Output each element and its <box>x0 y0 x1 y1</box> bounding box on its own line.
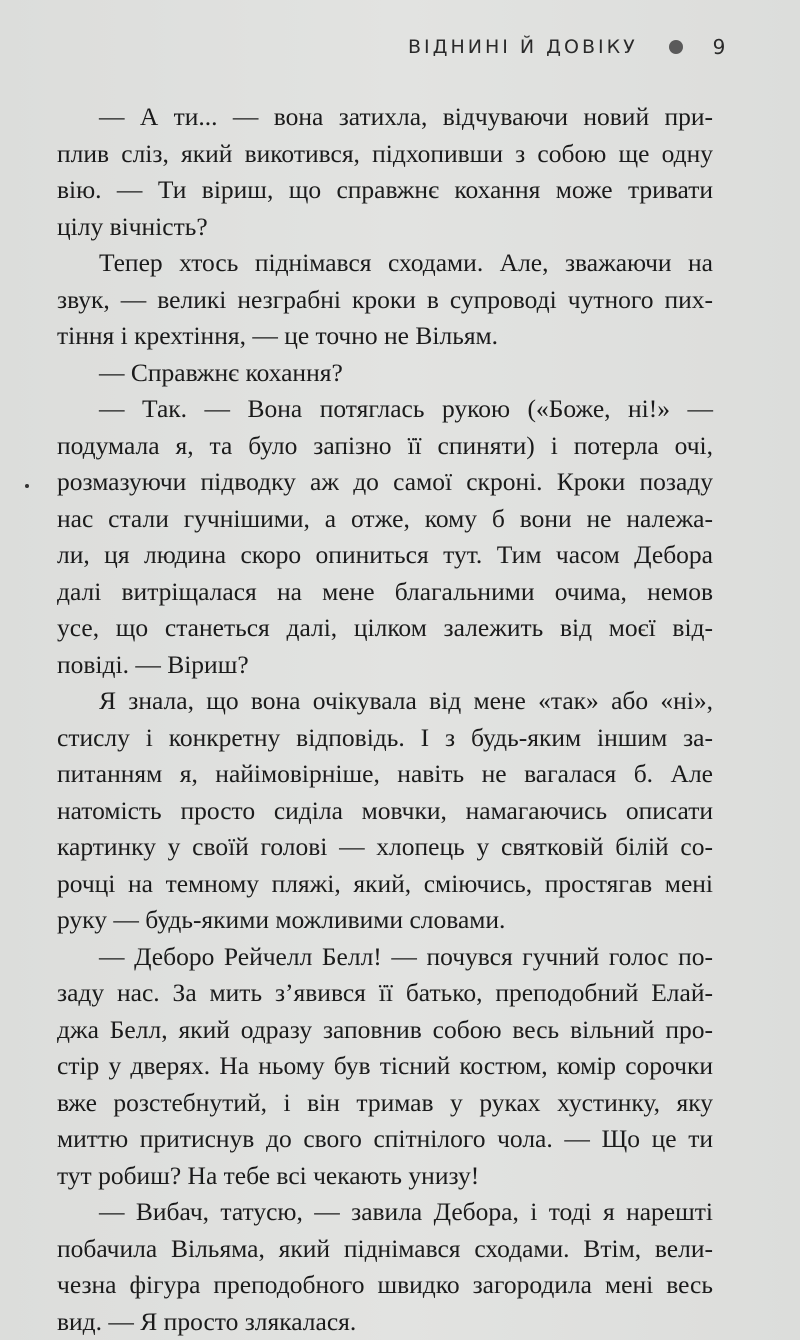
text-line: подумала я, та було запізно її спиняти) і потерла очі, <box>57 428 713 465</box>
text-line: далі витріщалася на мене благальними очима, немов <box>57 574 713 611</box>
text-line: натомість просто сиділа мовчки, намагаючись описати <box>57 793 713 830</box>
text-line: — Деборо Рейчелл Белл! — почувся гучний голос по- <box>57 939 713 976</box>
text-line: вже розстебнутий, і він тримав у руках хустинку, яку <box>57 1085 713 1122</box>
text-line: чезна фігура преподобного швидко загородила мені весь <box>57 1267 713 1304</box>
text-line: питанням я, найімовірніше, навіть не вагалася б. Але <box>57 756 713 793</box>
text-line: джа Белл, який одразу заповнив собою весь вільний про- <box>57 1012 713 1049</box>
text-line: цілу вічність? <box>57 209 713 246</box>
running-head <box>408 32 725 62</box>
text-line: побачила Вільяма, який піднімався сходами. Втім, вели- <box>57 1231 713 1268</box>
text-line: ли, ця людина скоро опиниться тут. Тим часом Дебора <box>57 537 713 574</box>
text-line: звук, — великі незграбні кроки в супроводі чутного пих- <box>57 282 713 319</box>
text-line: нас стали гучнішими, а отже, кому б вони не належа- <box>57 501 713 538</box>
text-line: розмазуючи підводку аж до самої скроні. Кроки позаду <box>57 464 713 501</box>
text-line: вію. — Ти віриш, що справжнє кохання може тривати <box>57 172 713 209</box>
body-text <box>57 99 713 1340</box>
bullet-dot-icon <box>669 40 683 54</box>
text-line: вид. — Я просто злякалася. <box>57 1304 713 1340</box>
text-line: стір у дверях. На ньому був тісний костюм, комір сорочки <box>57 1048 713 1085</box>
text-line: тіння і крехтіння, — це точно не Вільям. <box>57 318 713 355</box>
running-title: ВІДНИНІ Й ДОВІКУ <box>408 36 638 58</box>
text-line: повіді. — Віриш? <box>57 647 713 684</box>
text-line: — Справжнє кохання? <box>57 355 713 392</box>
text-line: рочці на темному пляжі, який, сміючись, простягав мені <box>57 866 713 903</box>
text-line: Я знала, що вона очікувала від мене «так» або «ні», <box>57 683 713 720</box>
text-line: — А ти... — вона затихла, відчуваючи новий при- <box>57 99 713 136</box>
text-line: усе, що станеться далі, цілком залежить від моєї від- <box>57 610 713 647</box>
text-line: стислу і конкретну відповідь. І з будь-яким іншим за- <box>57 720 713 757</box>
margin-speck <box>25 484 29 488</box>
text-line: тут робиш? На тебе всі чекають унизу! <box>57 1158 713 1195</box>
text-line: — Вибач, татусю, — завила Дебора, і тоді я нарешті <box>57 1194 713 1231</box>
text-line: картинку у своїй голові — хлопець у святковій білій со- <box>57 829 713 866</box>
text-line: заду нас. За мить з’явився її батько, преподобний Елай- <box>57 975 713 1012</box>
text-line: — Так. — Вона потяглась рукою («Боже, ні!» — <box>57 391 713 428</box>
text-line: руку — будь-якими можливими словами. <box>57 902 713 939</box>
page-number: 9 <box>713 35 726 59</box>
text-line: Тепер хтось піднімався сходами. Але, зважаючи на <box>57 245 713 282</box>
text-line: миттю притиснув до свого спітнілого чола. — Що це ти <box>57 1121 713 1158</box>
text-line: плив сліз, який викотився, підхопивши з собою ще одну <box>57 136 713 173</box>
